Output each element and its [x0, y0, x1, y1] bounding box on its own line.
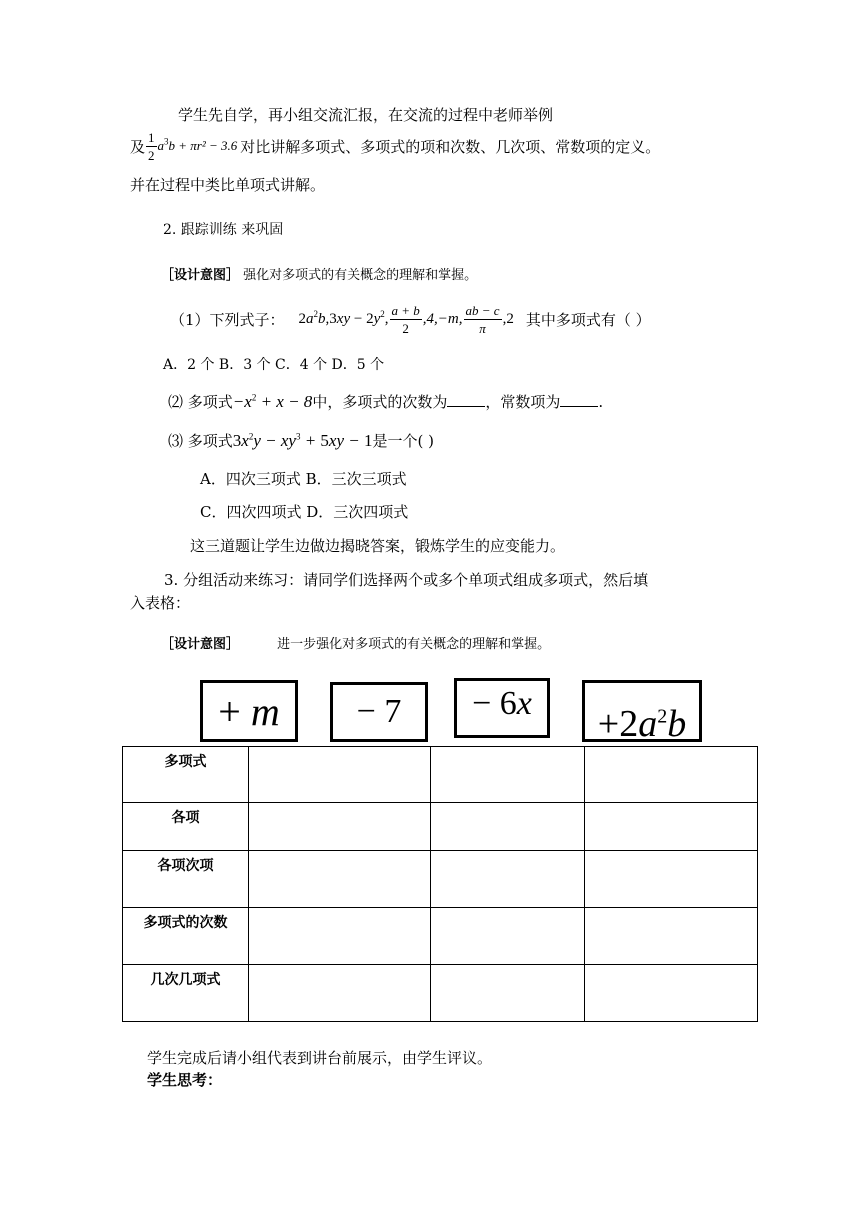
- table-cell[interactable]: [431, 851, 585, 908]
- table-row: [123, 965, 758, 1022]
- table-cell[interactable]: [585, 747, 758, 803]
- q3-formula: $3x^2y - xy^3 + 5xy - 1$: [232, 431, 373, 450]
- q3-options-row-1: A．四次三项式 B．三次三项式: [200, 470, 407, 488]
- table-cell[interactable]: [249, 747, 431, 803]
- q1-mid: ,4,−m,: [422, 310, 463, 327]
- q3-options-row-2: C．四次四项式 D．三次四项式: [200, 503, 409, 521]
- constant-blank[interactable]: [560, 392, 598, 407]
- term-card-label: − 6x: [472, 685, 532, 722]
- question-1: [170, 294, 651, 344]
- q2-formula: $-x^2 + x - 8$: [232, 392, 313, 411]
- closing-paragraph: 学生完成后请小组代表到讲台前展示，由学生评议。: [147, 1049, 493, 1067]
- degree-blank[interactable]: [447, 392, 485, 407]
- q1-formula-a: $2a^2b,3xy - 2y^2$,: [298, 308, 389, 327]
- table-cell[interactable]: [585, 908, 758, 965]
- q1-fraction-1: [390, 302, 422, 337]
- table-row: [123, 908, 758, 965]
- intro-line-3: 并在过程中类比单项式讲解。: [130, 176, 326, 194]
- formula-rest: + πr² − 3.6: [178, 138, 238, 153]
- formula-a3b: $a^3b$: [157, 136, 179, 153]
- table-cell[interactable]: [249, 965, 431, 1022]
- q2-end: .: [598, 393, 604, 411]
- fraction-half: [146, 129, 157, 164]
- intro-line-1: 学生先自学，再小组交流汇报，在交流的过程中老师举例: [178, 106, 554, 124]
- term-card-label: + m: [218, 688, 280, 734]
- table-row: [123, 803, 758, 851]
- design-intent-text-2: 进一步强化对多项式的有关概念的理解和掌握。: [277, 637, 551, 652]
- intro-suffix: 对比讲解多项式、多项式的项和次数、几次项、常数项的定义。: [240, 137, 661, 156]
- fraction-numerator: 1: [148, 129, 155, 145]
- q2-text-a: 中，多项式的次数为: [312, 393, 448, 411]
- q3-text: 是一个( ): [372, 432, 434, 450]
- q3-label: ⑶ 多项式: [168, 432, 233, 450]
- q1-frac2-den: π: [479, 320, 486, 336]
- question-2: [168, 391, 603, 412]
- q1-tail: ,2: [502, 310, 514, 327]
- design-intent-tag: ［设计意图］: [161, 268, 240, 283]
- student-thinking-heading: 学生思考：: [147, 1071, 223, 1089]
- table-cell[interactable]: [431, 747, 585, 803]
- table-cell[interactable]: [431, 908, 585, 965]
- row-header: 几次几项式: [123, 965, 249, 1022]
- q1-question: 其中多项式有（ ）: [525, 310, 651, 329]
- section-3-line-2: 入表格：: [130, 594, 191, 612]
- table-cell[interactable]: [431, 803, 585, 851]
- term-card-plus-2a2b[interactable]: [582, 680, 702, 745]
- table-cell[interactable]: [585, 965, 758, 1022]
- intro-line-2: [130, 128, 660, 164]
- design-intent-tag-2: ［设计意图］: [161, 637, 240, 652]
- design-intent-text: 强化对多项式的有关概念的理解和掌握。: [243, 268, 478, 283]
- intro-prefix: 及: [130, 137, 146, 156]
- term-card-label: $+2a^2b$: [597, 703, 687, 745]
- table-cell[interactable]: [249, 908, 431, 965]
- q1-frac1-num: a + b: [391, 302, 420, 318]
- reflection-paragraph: 这三道题让学生边做边揭晓答案，锻炼学生的应变能力。: [190, 537, 566, 555]
- q1-label: （1）下列式子：: [170, 310, 285, 329]
- term-card-label: − 7: [356, 693, 402, 730]
- table-cell[interactable]: [585, 803, 758, 851]
- term-card-minus-7[interactable]: [330, 682, 428, 742]
- q1-options: A．2 个 B．3 个 C．4 个 D．5 个: [163, 357, 385, 373]
- design-intent-2: [161, 633, 550, 652]
- table-row: [123, 747, 758, 803]
- table-cell[interactable]: [249, 851, 431, 908]
- q1-frac1-den: 2: [402, 320, 409, 336]
- table-cell[interactable]: [249, 803, 431, 851]
- q1-fraction-2: [464, 302, 502, 337]
- q2-label: ⑵ 多项式: [168, 393, 233, 411]
- section-3-line-1: 3. 分组活动来练习：请同学们选择两个或多个单项式组成多项式，然后填: [164, 571, 649, 589]
- fraction-denominator: 2: [148, 147, 155, 163]
- table-cell[interactable]: [585, 851, 758, 908]
- row-header: 各项次项: [123, 851, 249, 908]
- row-header: 多项式: [123, 747, 249, 803]
- term-card-plus-m[interactable]: [200, 680, 298, 742]
- table-cell[interactable]: [431, 965, 585, 1022]
- section-2-heading: 2. 跟踪训练 来巩固: [163, 222, 284, 238]
- q1-frac2-num: ab − c: [465, 302, 500, 318]
- question-3: [168, 430, 434, 451]
- polynomial-table: [122, 746, 758, 1022]
- q2-text-b: ，常数项为: [485, 393, 561, 411]
- row-header: 多项式的次数: [123, 908, 249, 965]
- term-card-minus-6x[interactable]: [454, 678, 550, 738]
- row-header: 各项: [123, 803, 249, 851]
- table-row: [123, 851, 758, 908]
- design-intent-1: [161, 264, 477, 283]
